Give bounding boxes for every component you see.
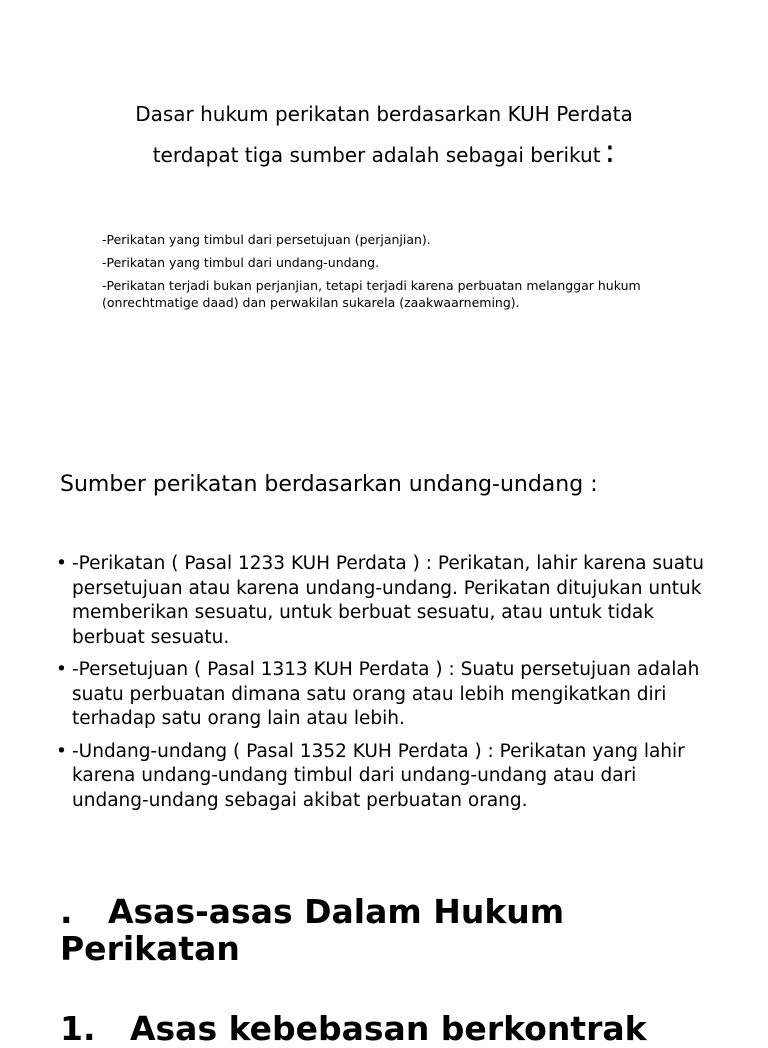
bullet-dot: • [56,740,67,762]
bullet-item [56,658,716,732]
section-heading: Sumber perikatan berdasarkan undang-undang : [60,472,598,497]
title-line-1: Dasar hukum perikatan berdasarkan KUH Perdata [135,102,633,126]
bullet-text: -Undang-undang ( Pasal 1352 KUH Perdata ) : Perikatan yang lahir karena undang-undang timbul dari undang-undang atau dari undang-undang sebagai akibat perbuatan orang. [72,740,685,811]
bullet-dot: • [56,553,67,574]
asas-sub-heading-number: 1. [60,1009,96,1048]
bullet-text: -Persetujuan ( Pasal 1313 KUH Perdata ) : Suatu persetujuan adalah suatu perbuatan dimana satu orang atau lebih mengikatkan diri terhadap satu orang lain atau lebih. [72,659,700,729]
source-item: -Perikatan terjadi bukan perjanjian, tetapi terjadi karena perbuatan melanggar hukum (onrechtmatige daad) dan perwakilan sukarela (zaakwaarneming). [102,278,641,310]
bullet-list [56,552,716,821]
bullet-item [56,552,716,650]
title-line-2-text: terdapat tiga sumber adalah sebagai berikut [152,143,601,167]
bullet-text: -Perikatan ( Pasal 1233 KUH Perdata ) : Perikatan, lahir karena suatu persetujuan atau karena undang-undang. Perikatan ditujukan untuk memberikan sesuatu, untuk berbuat sesuatu, atau untuk tidak berbuat sesuatu. [72,553,705,648]
sources-list [102,231,702,317]
asas-heading-number: . [60,892,73,931]
asas-sub-heading [60,1010,760,1047]
title-colon: : [604,132,616,170]
asas-heading [60,893,740,967]
bullet-item [56,740,716,814]
bullet-dot: • [56,659,67,680]
source-item: -Perikatan yang timbul dari persetujuan (perjanjian). [102,232,431,247]
document-title [0,100,768,169]
title-line-2 [0,132,768,170]
asas-heading-text: Asas-asas Dalam Hukum Perikatan [60,892,565,968]
asas-sub-heading-text: Asas kebebasan berkontrak [130,1009,647,1048]
source-item: -Perikatan yang timbul dari undang-undang. [102,255,380,270]
